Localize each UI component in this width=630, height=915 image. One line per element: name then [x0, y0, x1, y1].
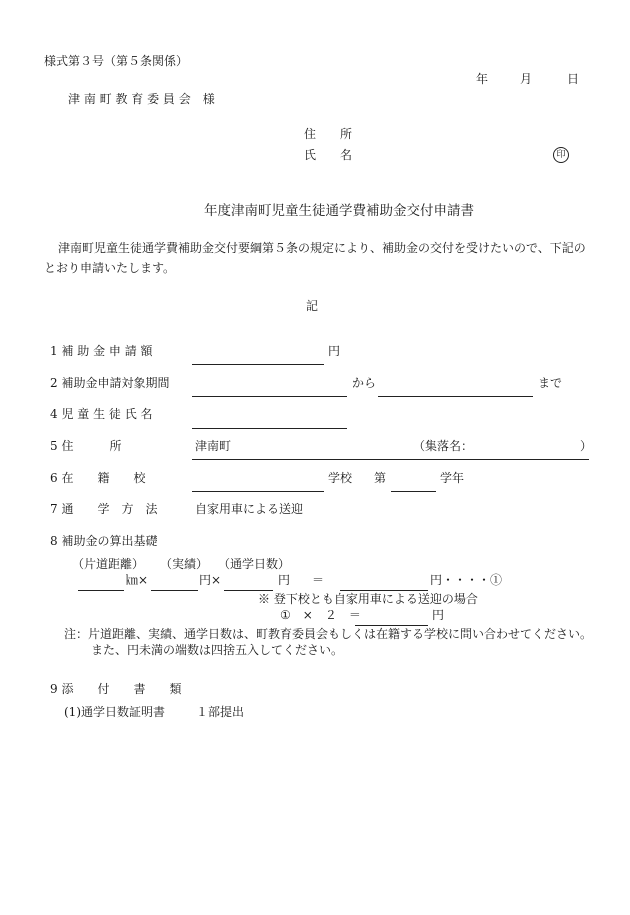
seal-mark: 印	[553, 147, 569, 163]
distance-field[interactable]	[78, 590, 124, 591]
body-line-1: 津南町児童生徒通学費補助金交付要綱第５条の規定により、補助金の交付を受けたいので、下記の	[58, 241, 586, 255]
item5-value: 津南町	[195, 439, 232, 453]
item2-label: 2 補助金申請対象期間	[50, 376, 170, 390]
item5-close: ）	[580, 439, 593, 453]
date-year: 年	[476, 72, 489, 86]
calc-heading-days: （通学日数）	[218, 557, 291, 571]
addressee: 津 南 町 教 育 委 員 会 様	[68, 92, 215, 106]
item8-label: 8 補助金の算出基礎	[50, 534, 158, 548]
grade-field[interactable]	[391, 491, 436, 492]
total-field[interactable]	[355, 625, 428, 626]
name-label: 氏 名	[304, 148, 353, 162]
item5-label: 5 住 所	[50, 439, 122, 453]
date-day: 日	[567, 72, 580, 86]
days-field[interactable]	[224, 590, 273, 591]
item6-grade: 学年	[440, 471, 465, 485]
calc-yen1: 円	[278, 573, 291, 587]
calc-yen-x: 円×	[199, 573, 222, 587]
item5-village: （集落名：	[413, 439, 474, 453]
item7-label: 7 通 学 方 法	[50, 502, 158, 516]
note-line-2: また、円未満の端数は四捨五入してください。	[91, 643, 344, 657]
item2-from: から	[352, 376, 377, 390]
date-month: 月	[520, 72, 533, 86]
item6-label: 6 在 籍 校	[50, 471, 146, 485]
school-field[interactable]	[192, 491, 324, 492]
page-title: 年度津南町児童生徒通学費補助金交付申請書	[204, 203, 474, 219]
item1-unit: 円	[328, 344, 341, 358]
item6-school: 学校	[328, 471, 353, 485]
item2-to: まで	[538, 376, 563, 390]
calc-km: ㎞×	[126, 573, 149, 587]
item6-dai: 第	[374, 471, 387, 485]
item4-label: 4 児 童 生 徒 氏 名	[50, 407, 153, 421]
item9-label: 9 添 付 書 類	[50, 682, 182, 696]
calc-yen2: 円	[432, 608, 445, 622]
calc-heading-actual: （実績）	[160, 557, 209, 571]
attachment-item: (1)通学日数証明書	[64, 705, 165, 719]
calc-heading-distance: （片道距離）	[72, 557, 145, 571]
calc-eq: ＝	[312, 573, 325, 587]
calc-result: 円・・・・①	[430, 573, 503, 587]
subtotal-field[interactable]	[340, 590, 428, 591]
calc-note-round: ※ 登下校とも自家用車による送迎の場合	[258, 592, 478, 606]
amount-field[interactable]	[192, 364, 324, 365]
body-line-2: とおり申請いたします。	[44, 261, 176, 275]
item7-value: 自家用車による送迎	[195, 502, 304, 516]
note-line-1: 注：片道距離、実績、通学日数は、町教育委員会もしくは在籍する学校に問い合わせてください。	[64, 627, 593, 641]
actual-field[interactable]	[151, 590, 198, 591]
ki-heading: 記	[306, 299, 319, 313]
item1-label: 1 補 助 金 申 請 額	[50, 344, 153, 358]
address-label: 住 所	[304, 127, 353, 141]
calc-double: ① × ２ ＝	[280, 608, 361, 622]
form-number: 様式第３号（第５条関係）	[44, 54, 189, 68]
period-to-field[interactable]	[378, 396, 533, 397]
address-field[interactable]	[192, 459, 589, 460]
period-from-field[interactable]	[192, 396, 347, 397]
student-name-field[interactable]	[192, 428, 347, 429]
attachment-count: １部提出	[196, 705, 245, 719]
